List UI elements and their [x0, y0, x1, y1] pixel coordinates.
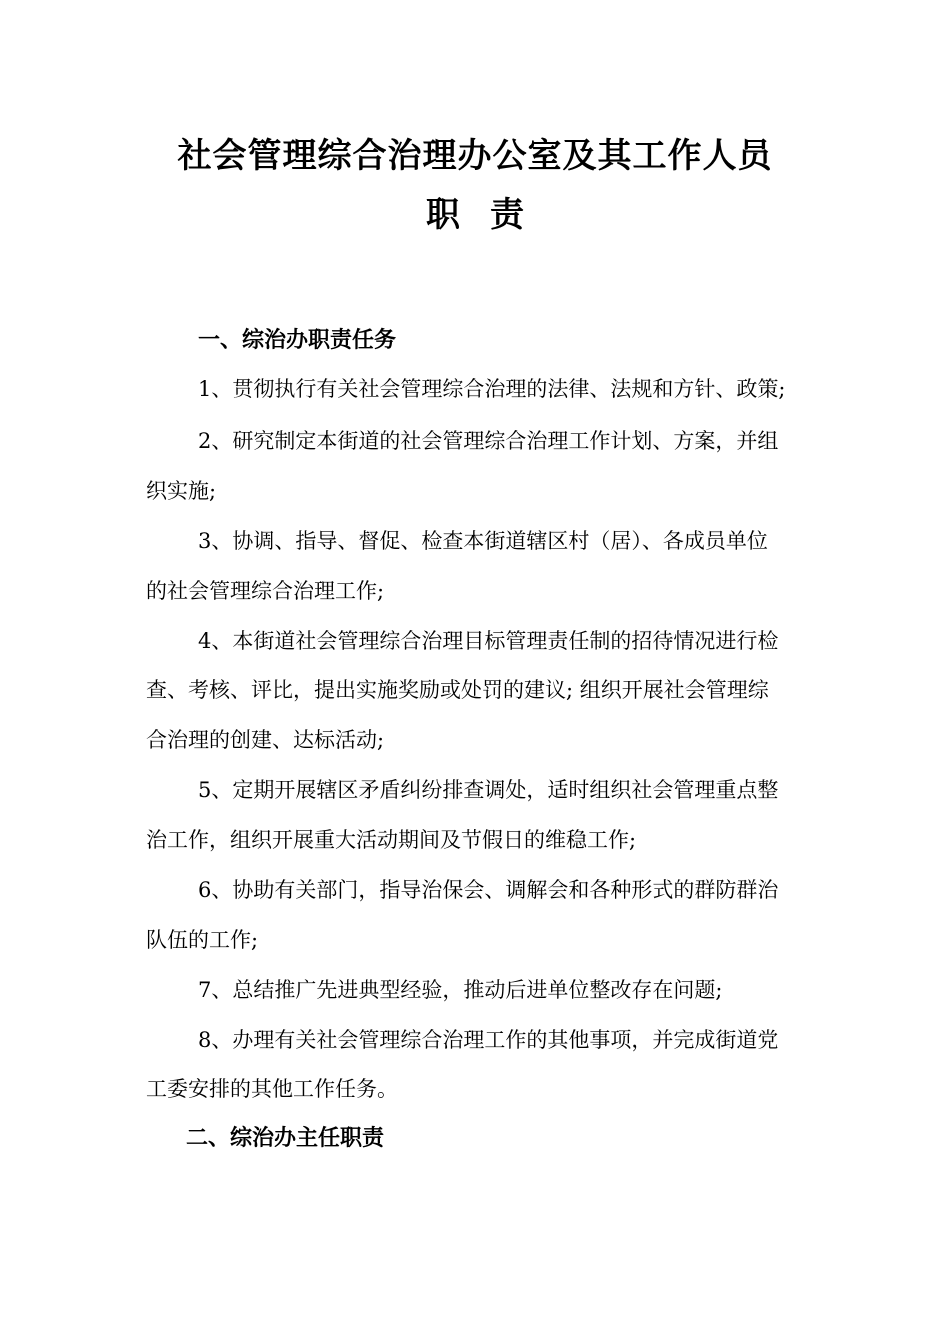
paragraph-line: 2、研究制定本街道的社会管理综合治理工作计划、方案，并组 [198, 429, 779, 453]
document-title: 社会管理综合治理办公室及其工作人员 [177, 136, 773, 176]
section-heading-1: 一、综治办职责任务 [198, 328, 397, 353]
paragraph-line: 1、贯彻执行有关社会管理综合治理的法律、法规和方针、政策; [198, 377, 786, 401]
paragraph-line: 5、定期开展辖区矛盾纠纷排查调处，适时组织社会管理重点整 [198, 778, 779, 802]
paragraph-line: 查、考核、评比，提出实施奖励或处罚的建议; 组织开展社会管理综 [146, 678, 769, 702]
paragraph-line: 治工作，组织开展重大活动期间及节假日的维稳工作; [146, 828, 637, 852]
paragraph-line: 7、总结推广先进典型经验，推动后进单位整改存在问题; [198, 978, 723, 1002]
paragraph-line: 6、协助有关部门，指导治保会、调解会和各种形式的群防群治 [198, 878, 779, 902]
paragraph-line: 队伍的工作; [146, 928, 259, 952]
paragraph-line: 合治理的创建、达标活动; [146, 728, 385, 752]
paragraph-line: 工委安排的其他工作任务。 [146, 1077, 398, 1101]
paragraph-line: 4、本街道社会管理综合治理目标管理责任制的招待情况进行检 [198, 629, 779, 653]
section-heading-2: 二、综治办主任职责 [186, 1126, 385, 1151]
paragraph-line: 的社会管理综合治理工作; [146, 579, 385, 603]
paragraph-line: 8、办理有关社会管理综合治理工作的其他事项，并完成街道党 [198, 1028, 779, 1052]
document-subtitle: 职责 [426, 195, 554, 235]
paragraph-line: 织实施; [146, 479, 217, 503]
paragraph-line: 3、协调、指导、督促、检查本街道辖区村（居）、各成员单位 [198, 529, 768, 553]
